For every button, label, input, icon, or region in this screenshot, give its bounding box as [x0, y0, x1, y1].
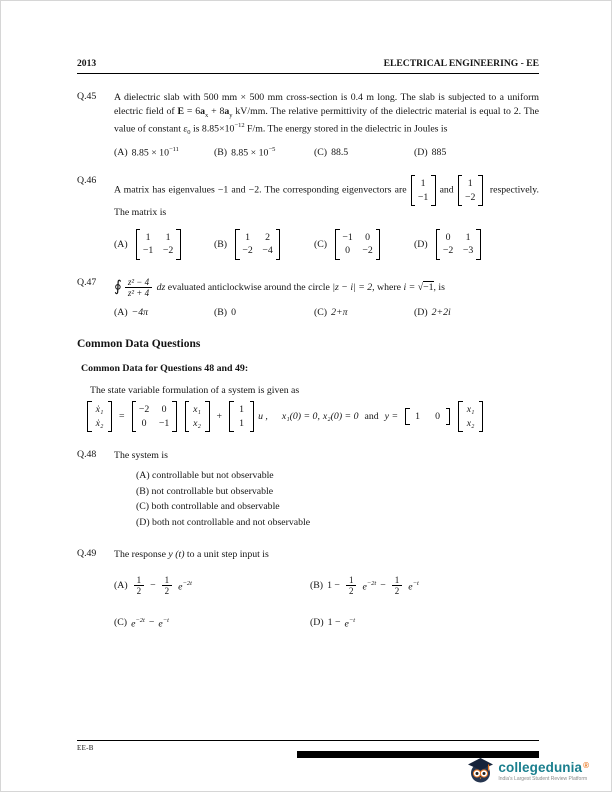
text-segment: F/m. The energy stored in the dielectric in Joules is	[244, 122, 448, 134]
logo-text	[498, 760, 589, 782]
text-segment: = 6	[184, 106, 201, 118]
eigenvector-matrix	[458, 175, 483, 205]
option-d	[414, 229, 485, 259]
options-row	[114, 146, 539, 158]
option-b	[214, 146, 314, 158]
option-value: 2+π	[331, 307, 348, 319]
matrix-2x2: −1 0 0 −2	[335, 229, 380, 259]
epsilon-symbol: ε	[183, 122, 188, 134]
option-label: (C)	[314, 146, 328, 158]
state-vector-matrix: x₁ x₂	[185, 401, 210, 431]
question-49	[77, 548, 539, 629]
option-b	[214, 229, 314, 259]
option-label: (B)	[214, 307, 228, 319]
options-list	[136, 469, 539, 531]
initial-condition-2: x₂(0) = 0	[322, 411, 359, 423]
output-row-matrix: 1 0	[405, 408, 450, 425]
option-value: 0	[231, 307, 236, 319]
superscript: −12	[234, 121, 245, 129]
plus-sign: +	[216, 411, 223, 423]
question-number: Q.49	[77, 547, 97, 559]
text-segment: A matrix has eigenvalues −1 and −2. The corresponding eigenvectors are	[114, 184, 407, 196]
question-body	[114, 277, 539, 319]
brand-tagline: India's Largest Student Review Platform	[498, 775, 588, 782]
question-number: Q.45	[77, 91, 97, 102]
option-value: −4π	[131, 307, 149, 319]
common-data-heading: Common Data Questions	[77, 338, 201, 351]
and-word: and	[364, 411, 379, 423]
option-b	[214, 307, 314, 318]
option-value: 88.5	[331, 146, 349, 158]
equals-sign: =	[119, 411, 125, 423]
option-label: (D)	[414, 238, 428, 250]
option-c	[314, 229, 414, 259]
xdot-vector-matrix: ẋ₁ ẋ₂	[87, 401, 112, 431]
option-value: $8.85 \times 10^{-11}$	[131, 146, 179, 159]
sqrt-argument: −1	[423, 281, 434, 293]
option-label: (B)	[310, 580, 324, 592]
vector-a: a	[224, 106, 230, 118]
option-c: (C) $e^{-2t}$ − $e^{-t}$	[114, 616, 169, 629]
input-u: u ,	[258, 411, 268, 423]
exp-term: $e^{-2t}$	[362, 579, 377, 592]
option-d: (D) both not controllable and not observable	[136, 517, 311, 529]
integrand-fraction: $\frac{\text{z² − 4}}{\text{z² + 4}}$	[125, 277, 152, 299]
matrix-2x2: 1 1 −1 −2	[136, 229, 181, 259]
fraction: $\frac{1}{2}$	[162, 575, 173, 597]
text-segment: kV/mm. The relative permittivity of the dielectric material is equal to 2. The value of constant	[114, 106, 539, 134]
option-label: (C)	[114, 617, 128, 629]
question-text	[114, 277, 539, 299]
question-number: Q.47	[77, 276, 97, 288]
text-segment: and	[439, 184, 454, 196]
exam-year: 2013	[77, 58, 97, 69]
text-segment: , is	[433, 281, 445, 293]
option-label: (A)	[114, 580, 128, 592]
options-row	[114, 229, 539, 259]
text-segment: where	[374, 281, 404, 293]
option-label: (A)	[114, 238, 128, 250]
exp-term: $e^{-t}$	[158, 616, 169, 629]
question-46	[77, 175, 539, 259]
page-header	[77, 58, 539, 74]
question-body	[114, 175, 539, 259]
question-number: Q.46	[77, 175, 97, 187]
option-b: (B) not controllable but observable	[136, 485, 274, 497]
option-a	[114, 229, 214, 259]
dz-differential: dz	[156, 281, 166, 293]
brand-accent-mark: ®	[583, 760, 589, 770]
common-data-subheading: Common Data for Questions 48 and 49:	[81, 363, 249, 375]
question-body	[114, 548, 539, 629]
option-label: (A)	[114, 307, 128, 319]
option-c: (C) both controllable and observable	[136, 501, 280, 513]
brand-name: collegedunia	[498, 759, 583, 775]
collegedunia-logo	[467, 757, 589, 784]
option-d: (D) 1 − $e^{-t}$	[310, 616, 356, 629]
state-vector-matrix: x₁ x₂	[458, 401, 483, 431]
option-a: (A) controllable but not observable	[136, 469, 274, 481]
option-a: (A) $\frac{1}{2}$ − $\frac{1}{2}$ $e^{-2t}$	[114, 574, 192, 597]
option-label: (C)	[314, 238, 328, 250]
matrix-cell: 1	[420, 178, 426, 190]
question-47	[77, 277, 539, 319]
text-segment: is 8.85×10	[190, 122, 235, 134]
subscript: 0	[187, 128, 191, 136]
option-label: (D)	[414, 307, 428, 319]
exp-term: $e^{-2t}$	[178, 579, 192, 592]
initial-condition-1: x₁(0) = 0,	[281, 411, 320, 423]
contour-integral-symbol: ∮	[114, 278, 122, 295]
options-row	[114, 307, 539, 318]
exp-term: $e^{-t}$	[344, 616, 356, 629]
page-content	[1, 1, 611, 629]
matrix-2x2: 1 2 −2 −4	[235, 229, 280, 259]
option-label: (B)	[214, 146, 228, 158]
text-segment: + 8	[208, 106, 225, 118]
question-48	[77, 449, 539, 531]
option-value: 885	[431, 146, 447, 158]
option-c	[314, 147, 414, 158]
question-45	[77, 91, 539, 158]
vector-E: E	[177, 106, 185, 118]
option-label: (A)	[114, 146, 128, 158]
question-body	[114, 91, 539, 158]
matrix-cell: −1	[417, 191, 429, 203]
sqrt-symbol: √	[417, 281, 424, 293]
option-label: (D)	[310, 617, 324, 629]
text-segment: respectively. The matrix is	[114, 184, 539, 218]
question-body	[114, 449, 539, 531]
input-vector-matrix: 1 1	[229, 401, 254, 431]
option-c	[314, 307, 414, 318]
subscript: y	[229, 112, 233, 120]
question-text	[114, 91, 539, 137]
eigenvector-matrix	[411, 175, 436, 205]
option-d	[414, 307, 451, 318]
option-label: (B)	[214, 238, 228, 250]
exp-term: $e^{-t}$	[408, 579, 419, 592]
text-segment: evaluated anticlockwise around the circle	[165, 281, 333, 293]
option-a	[114, 146, 214, 158]
fraction: $\frac{1}{2}$	[392, 575, 403, 597]
question-text: The system is	[114, 449, 168, 461]
i-definition: i =	[403, 281, 418, 293]
system-matrix: −2 0 0 −1	[132, 401, 177, 431]
question-text: The response y (t) to a unit step input is	[114, 548, 269, 560]
text-segment: A dielectric slab with 500 mm × 500 mm cross-section is 0.4 m long. The slab is subjected to a uniform electric field of	[114, 92, 539, 118]
question-number: Q.48	[77, 448, 97, 460]
options-grid	[114, 575, 539, 629]
option-b: (B) 1 − $\frac{1}{2}$ $e^{-2t}$ − $\frac{1}{2}$ $e^{-t}$	[310, 574, 419, 597]
option-value: $8.85 \times 10^{-5}$	[231, 146, 276, 159]
matrix-cell: −2	[465, 191, 476, 203]
exp-term: $e^{-2t}$	[131, 616, 145, 629]
page-code: EE-B	[77, 744, 94, 752]
common-data-intro: The state variable formulation of a system is given as	[90, 385, 300, 397]
exam-title: ELECTRICAL ENGINEERING - EE	[383, 58, 539, 69]
option-value: 2+2i	[431, 307, 451, 319]
fraction: $\frac{1}{2}$	[134, 575, 145, 597]
output-equation: y =	[384, 411, 399, 423]
fraction: $\frac{1}{2}$	[346, 575, 357, 597]
option-label: (C)	[314, 307, 328, 319]
state-equation	[83, 401, 539, 431]
collegedunia-mascot-icon	[467, 757, 494, 784]
response-yt: y (t)	[168, 548, 185, 560]
circle-expression: |z − i| = 2,	[332, 281, 375, 293]
question-text	[114, 175, 539, 220]
option-label: (D)	[414, 146, 428, 158]
option-d	[414, 147, 446, 158]
footer-rule	[77, 740, 539, 741]
matrix-cell: 1	[467, 178, 473, 190]
matrix-2x2: 0 1 −2 −3	[436, 229, 481, 259]
subscript: x	[205, 112, 209, 120]
vector-a: a	[200, 106, 206, 118]
option-a	[114, 307, 214, 318]
